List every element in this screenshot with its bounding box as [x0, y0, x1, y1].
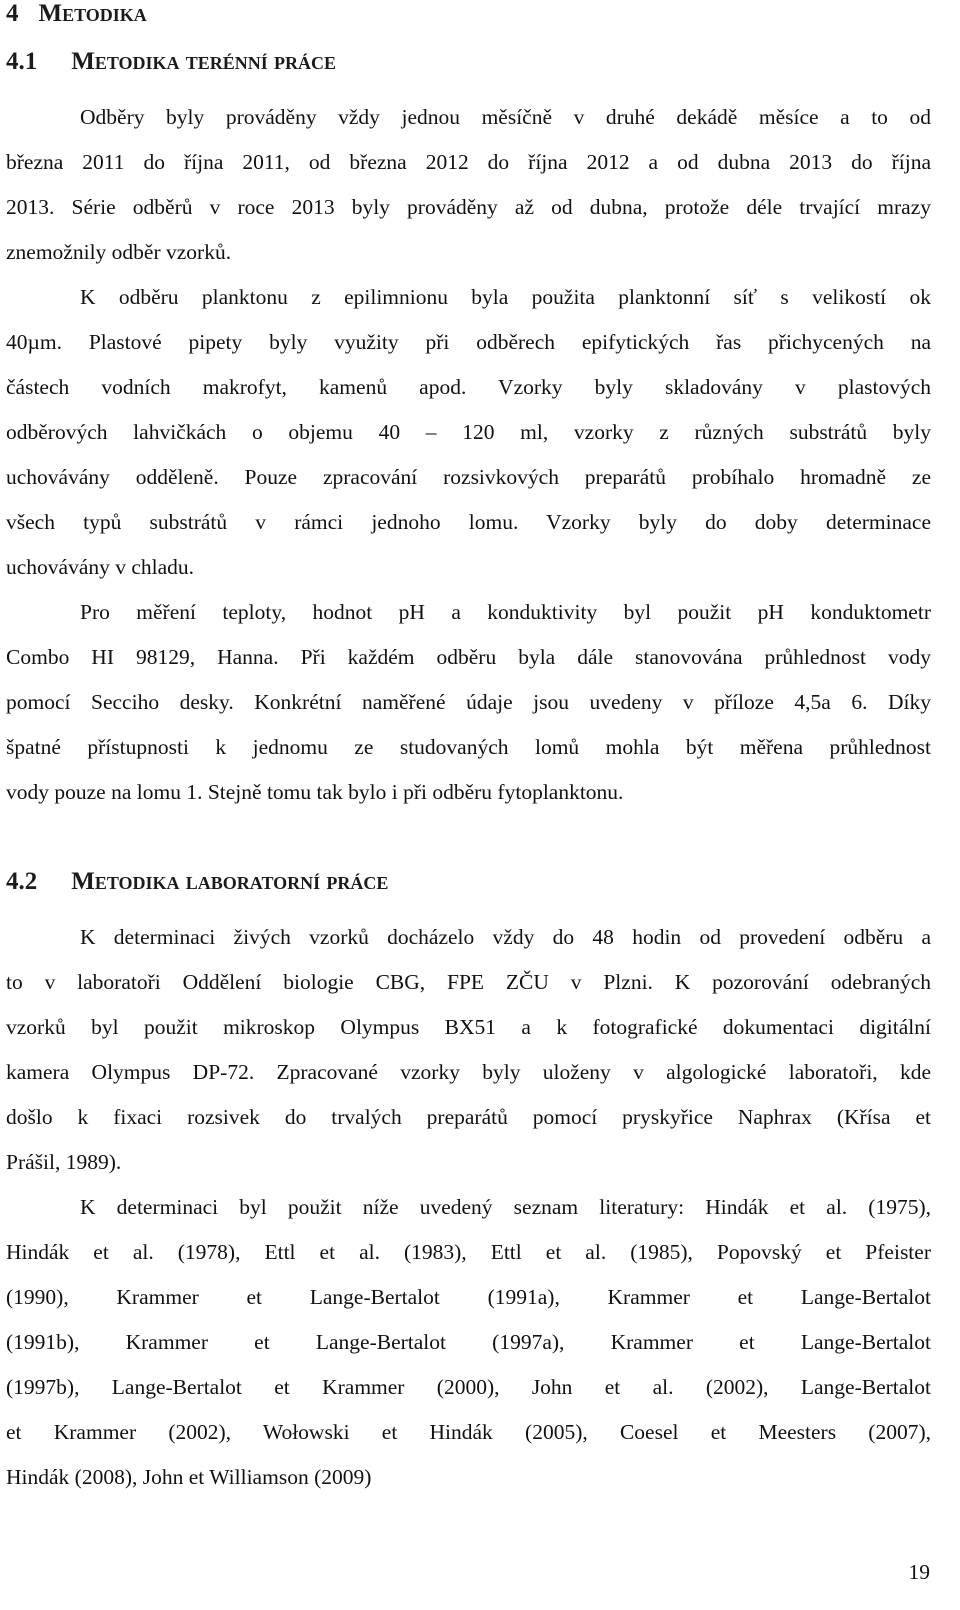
text-line: pomocí Secciho desky. Konkrétní naměřené údaje jsou uvedeny v příloze 4,5a 6. Díky — [6, 690, 931, 714]
page-number: 19 — [908, 1560, 930, 1584]
section-number: 4.2 — [6, 868, 38, 895]
paragraph-literature — [6, 1185, 931, 1500]
text-line: to v laboratoři Oddělení biologie CBG, FPE ZČU v Plzni. K pozorování odebraných — [6, 970, 931, 994]
text-line: 2013. Série odběrů v roce 2013 byly prováděny až od dubna, protože déle trvající mrazy — [6, 195, 931, 219]
text-line: března 2011 do října 2011, od března 2012 do října 2012 a od dubna 2013 do října — [6, 150, 931, 174]
paragraph-sampling — [6, 95, 931, 275]
section-title: Metodika laboratorní práce — [71, 868, 389, 895]
text-line: špatné přístupnosti k jednomu ze studovaných lomů mohla být měřena průhlednost — [6, 735, 931, 759]
text-line: došlo k fixaci rozsivek do trvalých preparátů pomocí pryskyřice Naphrax (Křísa et — [6, 1105, 931, 1129]
paragraph-plankton — [6, 275, 931, 590]
section-heading-4-2 — [6, 868, 388, 896]
text-line: znemožnily odběr vzorků. — [6, 240, 232, 264]
paragraph-laboratory — [6, 915, 931, 1185]
text-line: kamera Olympus DP-72. Zpracované vzorky byly uloženy v algologické laboratoři, kde — [6, 1060, 931, 1084]
text-line: odběrových lahvičkách o objemu 40 – 120 ml, vzorky z různých substrátů byly — [6, 420, 931, 444]
text-line: vody pouze na lomu 1. Stejně tomu tak bylo i při odběru fytoplanktonu. — [6, 780, 624, 804]
chapter-number: 4 — [6, 0, 19, 27]
text-line: 40µm. Plastové pipety byly využity při odběrech epifytických řas přichycených na — [6, 330, 931, 354]
text-line: K determinaci byl použit níže uvedený seznam literatury: Hindák et al. (1975), — [80, 1195, 931, 1219]
text-line: Pro měření teploty, hodnot pH a konduktivity byl použit pH konduktometr — [80, 600, 931, 624]
section-heading-4-1 — [6, 48, 336, 76]
text-line: Odběry byly prováděny vždy jednou měsíčně v druhé dekádě měsíce a to od — [80, 105, 931, 129]
section-title: Metodika terénní práce — [71, 48, 337, 75]
paragraph-measurements — [6, 590, 931, 815]
text-line: Hindák (2008), John et Williamson (2009) — [6, 1465, 372, 1489]
text-line: (1990), Krammer et Lange-Bertalot (1991a), Krammer et Lange-Bertalot — [6, 1285, 931, 1309]
text-line: vzorků byl použit mikroskop Olympus BX51 a k fotografické dokumentaci digitální — [6, 1015, 931, 1039]
text-line: uchovávány odděleně. Pouze zpracování rozsivkových preparátů probíhalo hromadně ze — [6, 465, 931, 489]
chapter-heading — [6, 0, 147, 28]
text-line: uchovávány v chladu. — [6, 555, 195, 579]
text-line: et Krammer (2002), Wołowski et Hindák (2005), Coesel et Meesters (2007), — [6, 1420, 931, 1444]
text-line: K determinaci živých vzorků docházelo vždy do 48 hodin od provedení odběru a — [80, 925, 931, 949]
section-number: 4.1 — [6, 48, 38, 75]
text-line: (1991b), Krammer et Lange-Bertalot (1997a), Krammer et Lange-Bertalot — [6, 1330, 931, 1354]
chapter-title: Metodika — [38, 0, 147, 27]
text-line: Hindák et al. (1978), Ettl et al. (1983), Ettl et al. (1985), Popovský et Pfeister — [6, 1240, 931, 1264]
text-line: všech typů substrátů v rámci jednoho lomu. Vzorky byly do doby determinace — [6, 510, 931, 534]
text-line: Prášil, 1989). — [6, 1150, 122, 1174]
text-line: (1997b), Lange-Bertalot et Krammer (2000), John et al. (2002), Lange-Bertalot — [6, 1375, 931, 1399]
text-line: částech vodních makrofyt, kamenů apod. Vzorky byly skladovány v plastových — [6, 375, 931, 399]
text-line: K odběru planktonu z epilimnionu byla použita planktonní síť s velikostí ok — [80, 285, 931, 309]
text-line: Combo HI 98129, Hanna. Při každém odběru byla dále stanovována průhlednost vody — [6, 645, 931, 669]
